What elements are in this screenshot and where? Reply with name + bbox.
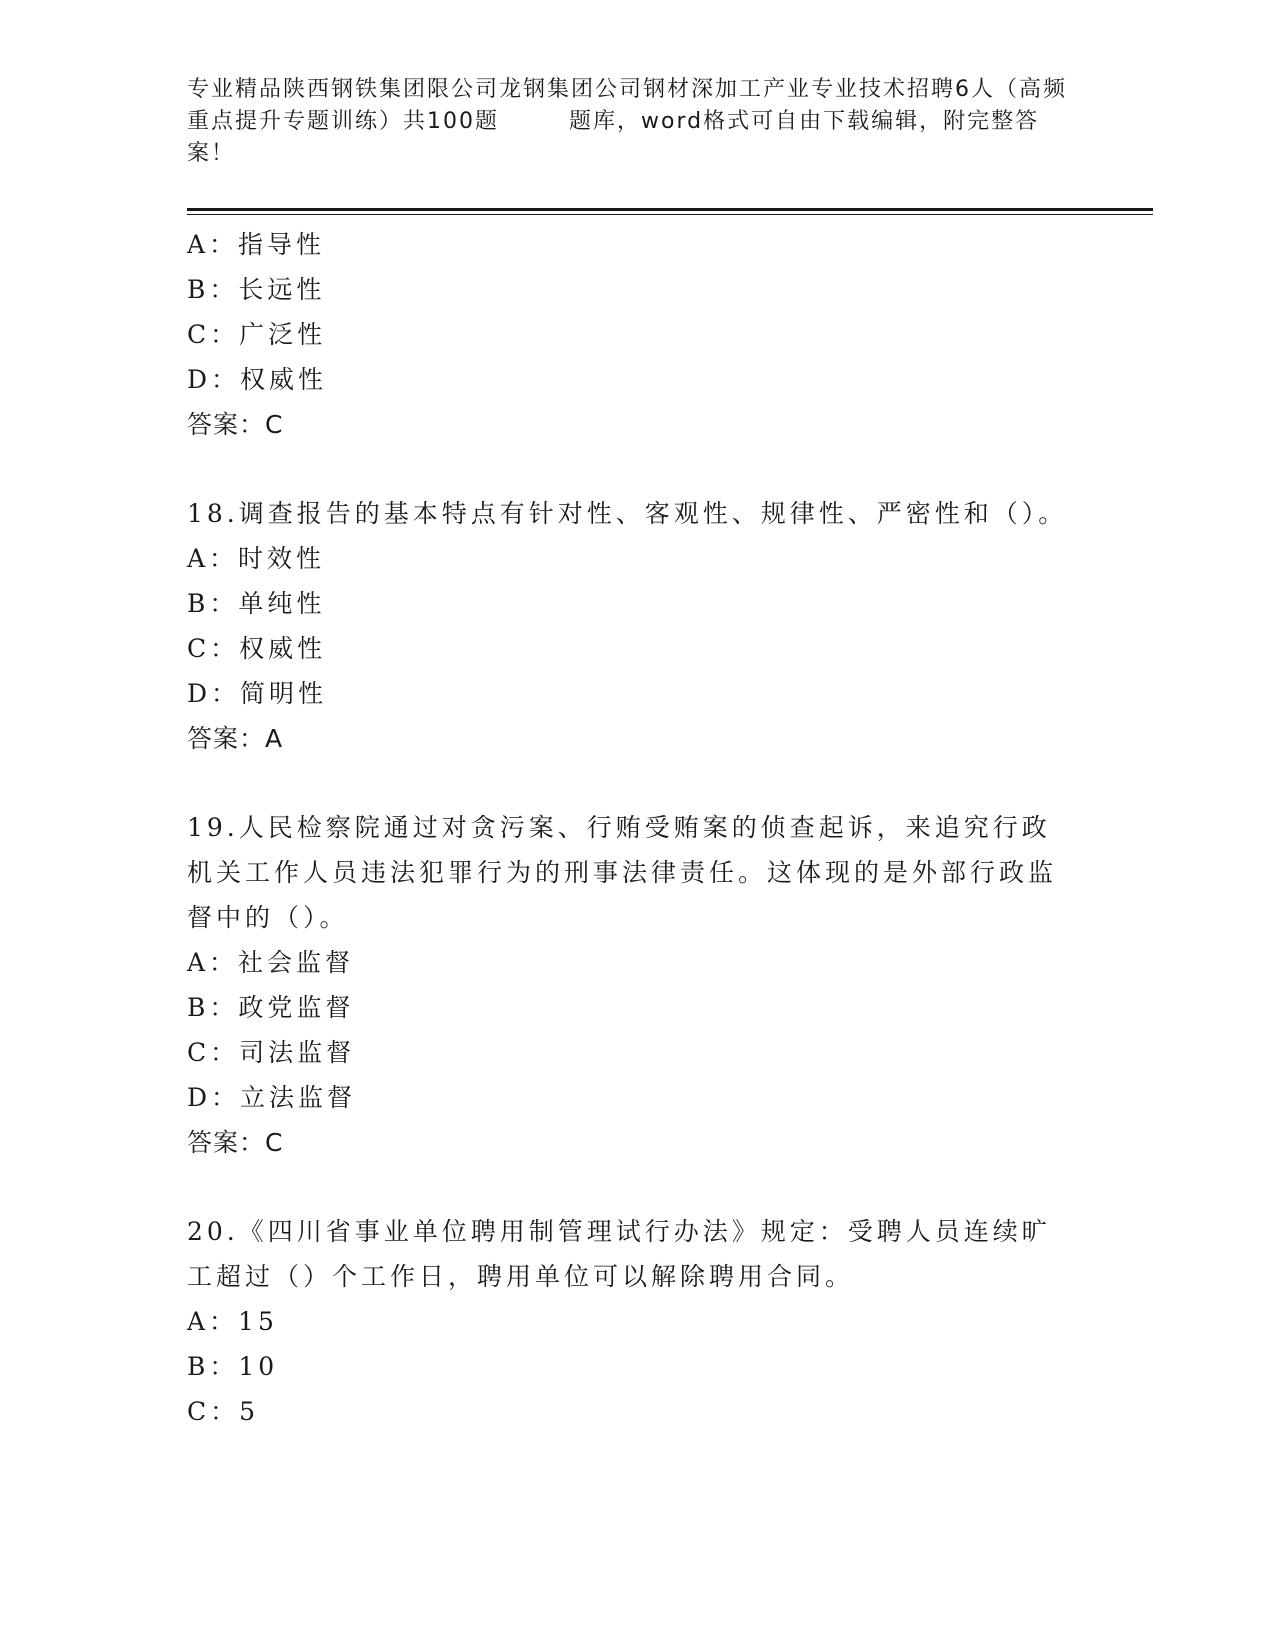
answer: 答案：C <box>187 1128 284 1157</box>
header-title-part2: 题库，word格式可自由下载编辑，附完整答案！ <box>187 109 1040 166</box>
question-text: 18.调查报告的基本特点有针对性、客观性、规律性、严密性和（）。 <box>187 499 1068 528</box>
question-19 <box>187 805 1087 1165</box>
option-b: B：长远性 <box>187 275 326 304</box>
question-17 <box>187 222 1087 447</box>
question-20 <box>187 1209 1087 1434</box>
option-c: C：广泛性 <box>187 320 327 349</box>
option-a: A：社会监督 <box>187 948 355 977</box>
document-header <box>187 74 1087 170</box>
option-a: A：指导性 <box>187 230 326 259</box>
option-c: C：5 <box>187 1397 260 1426</box>
option-d: D：权威性 <box>187 365 328 394</box>
answer: 答案：A <box>187 724 284 753</box>
question-list <box>187 222 1087 1434</box>
option-d: D：简明性 <box>187 679 328 708</box>
option-a: A：15 <box>187 1307 278 1336</box>
option-b: B：10 <box>187 1352 279 1381</box>
option-d: D：立法监督 <box>187 1083 357 1112</box>
header-title-part1: 专业精品陕西钢铁集团限公司龙钢集团公司钢材深加工产业专业技术招聘6人（高频重点提升专题训练）共100题 <box>187 77 1067 134</box>
option-c: C：权威性 <box>187 634 327 663</box>
option-b: B：政党监督 <box>187 993 355 1022</box>
question-text: 20.《四川省事业单位聘用制管理试行办法》规定：受聘人员连续旷工超过（）个工作日，聘用单位可以解除聘用合同。 <box>187 1217 1051 1291</box>
header-rule-thick <box>187 208 1153 211</box>
option-b: B：单纯性 <box>187 589 326 618</box>
question-spacer <box>187 1165 1087 1209</box>
question-text: 19.人民检察院通过对贪污案、行贿受贿案的侦查起诉，来追究行政机关工作人员违法犯罪行为的刑事法律责任。这体现的是外部行政监督中的（）。 <box>187 813 1058 932</box>
option-c: C：司法监督 <box>187 1038 356 1067</box>
header-rule-thin <box>187 214 1153 215</box>
answer: 答案：C <box>187 410 284 439</box>
question-18 <box>187 491 1087 761</box>
question-spacer <box>187 447 1087 491</box>
option-a: A：时效性 <box>187 544 326 573</box>
question-spacer <box>187 761 1087 805</box>
